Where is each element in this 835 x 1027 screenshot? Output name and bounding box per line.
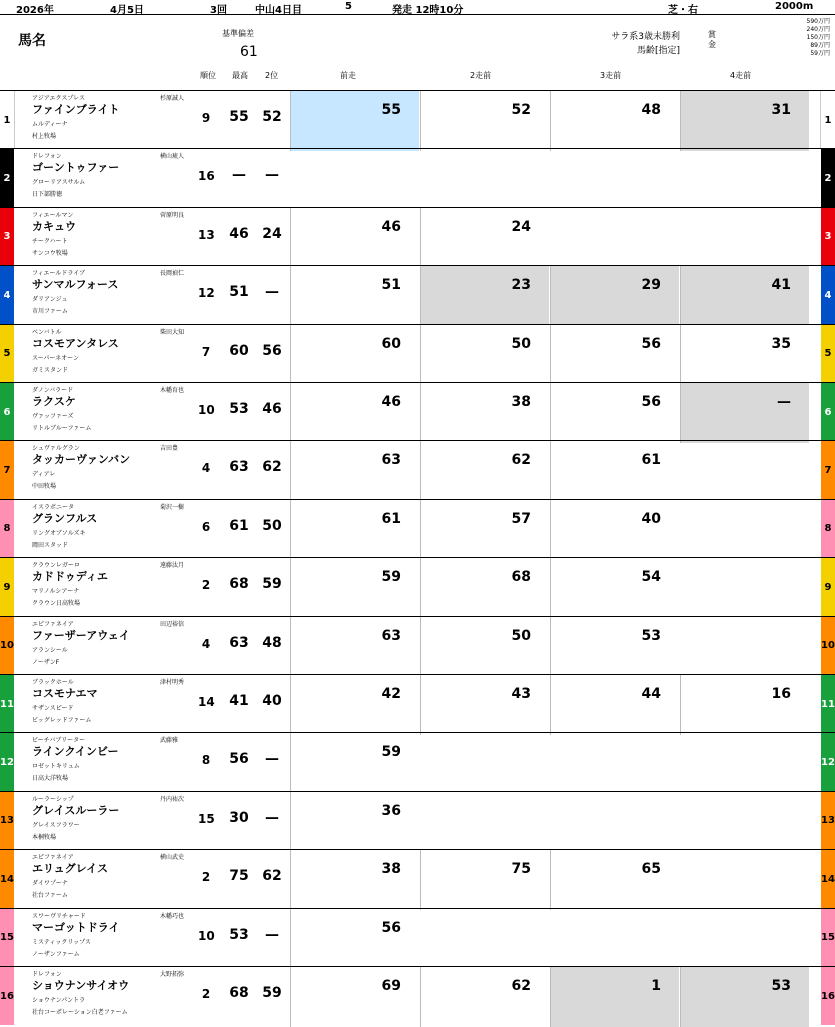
horse-number-right: 16 [821,967,835,1025]
horse-row[interactable] [0,791,835,850]
dam: スーパーネオーン [32,354,79,362]
race-label: 馬名 [18,33,46,49]
past-race-3 [550,91,679,151]
horse-name: サンマルフォース [32,278,119,292]
horse-row[interactable] [0,90,835,149]
col-prev2: 2走前 [470,71,492,80]
rank-order: 9 [201,111,211,125]
col-prev3: 3走前 [600,71,622,80]
rank-order: 6 [201,519,211,534]
prize-3: 150万円 [806,34,830,41]
owner: ノーザンF [32,658,60,666]
jockey: 横山武史 [160,854,185,862]
rank-order: 8 [201,753,211,768]
dam: ディアレ [32,471,56,479]
horse-name: マーゴットドライ [32,920,120,934]
rank-order: 4 [201,636,211,651]
base-label: 基準偏差 [222,29,254,38]
past-race-1 [290,208,419,268]
past-race-3 [550,383,679,443]
past-race-index: 68 [511,569,531,586]
horse-number-right: 4 [821,266,835,324]
past-race-index: 65 [641,861,661,878]
past-race-2 [420,208,549,268]
jockey: 丹内祐次 [160,795,185,803]
sire: ビーチバブリーター [32,737,86,745]
best-index: 60 [229,342,249,359]
sire: エピファネイア [32,854,74,862]
horse-row[interactable] [0,732,835,791]
past-race-index: 62 [511,452,531,469]
past-race-index: 16 [771,686,791,702]
horse-number-right: 12 [821,733,835,791]
past-race-index: — [777,394,791,410]
date: 4月5日 [110,5,144,16]
owner: リトルブルーファーム [32,425,92,432]
jockey: 田辺裕信 [160,620,185,628]
rank-order: 12 [198,286,215,301]
past-race-3 [550,850,679,910]
past-race-index: 61 [381,510,401,527]
horse-number-left: 13 [0,792,14,850]
sire: ダノンバラード [32,387,74,394]
horse-number-left: 15 [0,909,14,967]
dam: マリノルシアーナ [32,588,80,596]
past-race-index: 48 [641,102,661,118]
col-best: 最高 [232,71,248,80]
horse-row[interactable] [0,849,835,908]
horse-number-left: 12 [0,733,14,791]
past-race-2 [420,617,549,677]
best-index: 63 [229,634,249,651]
best-index: 51 [229,284,249,301]
past-race-1 [290,383,419,443]
best-index: 46 [229,225,249,242]
jockey: 大野拓弥 [160,971,185,978]
past-race-1 [290,850,419,910]
horse-number-right: 14 [821,850,835,908]
jockey: 菊沢一樹 [160,503,185,511]
dam: ダリアンジュ [32,296,68,304]
jockey: 菅原明良 [160,211,185,219]
past-race-index: 36 [381,802,401,819]
sire: フィエールマン [32,211,74,219]
horse-row[interactable] [0,557,835,616]
dam: ミスティックリップス [32,938,91,946]
horse-number-left: 11 [0,675,14,733]
past-race-3 [550,675,679,735]
dam: ムルディーナ [32,121,68,128]
past-race-1 [290,325,419,385]
round: 3回 [210,5,227,16]
best-index: 68 [229,576,249,593]
rank-order: 2 [201,870,211,885]
jockey: 長岡禎仁 [160,270,185,278]
past-race-index: 1 [651,978,661,994]
base-value: 61 [240,44,258,60]
past-race-index: 29 [641,277,661,294]
second-index: 59 [262,576,282,593]
owner: 本桐牧場 [32,833,57,841]
past-race-index: 42 [381,686,401,702]
owner: 岡田スタッド [32,541,69,549]
second-index: 56 [262,342,282,359]
owner: ビッグレッドファーム [32,717,92,724]
past-race-index: 50 [511,627,531,644]
past-race-1 [290,617,419,677]
prize-label: 賞金 [708,30,716,49]
prize-list [735,18,830,58]
horse-number-left: 3 [0,208,14,266]
dam: グローリアスサルム [32,179,86,187]
horse-row[interactable] [0,440,835,499]
horse-number-left: 9 [0,558,14,616]
past-race-index: 53 [771,978,791,994]
past-race-index: 60 [381,335,401,352]
second-index: 52 [262,109,282,125]
past-race-index: 44 [641,686,661,702]
rank-order: 16 [198,169,215,184]
horse-name: カドドゥディエ [32,570,108,584]
dam: チークハート [32,237,68,245]
past-race-3 [550,617,679,677]
horse-number-right: 6 [821,383,835,441]
past-race-2 [420,91,549,151]
horse-number-left: 16 [0,967,14,1025]
horse-name: ファーザーアウェイ [32,628,130,642]
horse-number-right: 3 [821,208,835,266]
past-race-index: 57 [511,510,531,527]
race-number: 5 [345,1,352,12]
past-race-index: 41 [771,277,791,294]
horse-name: ラクスケ [32,395,76,408]
best-index: 56 [229,751,249,768]
owner: 村上牧場 [32,133,57,140]
rank-order: 10 [198,403,215,417]
past-race-4 [680,383,809,443]
past-race-3 [550,325,679,385]
best-index: 30 [229,809,249,826]
past-race-index: 46 [381,218,401,235]
horse-number-right: 1 [820,91,835,149]
prize-5: 59万円 [810,50,830,57]
owner: ノーザンファーム [32,950,80,958]
horse-number-right: 9 [821,558,835,616]
past-race-index: 55 [381,102,401,118]
second-index: 50 [262,517,282,534]
race-conditions [520,30,680,58]
owner: 日高大洋牧場 [32,775,69,783]
year: 2026年 [16,5,54,16]
horse-name: ゴーントゥファー [32,161,120,175]
sire: ドレフォン [32,971,62,978]
past-race-index: 56 [381,919,401,936]
horse-row[interactable] [0,148,835,207]
dam: ロゼットキリュム [32,763,80,771]
horse-row[interactable] [0,207,835,266]
past-race-index: 35 [771,335,791,352]
horse-number-left: 8 [0,500,14,558]
rank-order: 15 [198,811,215,826]
second-index: 46 [262,401,282,417]
jockey: 柴田大知 [160,328,185,336]
past-race-index: 63 [381,452,401,469]
horse-number-right: 10 [821,617,835,675]
horse-number-left: 14 [0,850,14,908]
past-race-index: 46 [381,394,401,410]
past-race-1 [290,675,419,735]
horse-number-right: 15 [821,909,835,967]
horse-row[interactable] [0,382,835,441]
dam: リングオブソルズキ [32,529,86,537]
horse-name: タッカーヴァンバン [32,453,131,467]
past-race-index: 31 [771,102,791,118]
jockey: 杉原誠人 [160,95,185,102]
past-race-index: 40 [641,510,661,527]
start-time: 発走 12時10分 [392,5,464,16]
jockey: 横山琉人 [160,153,185,161]
rank-order: 2 [201,578,211,593]
horse-number-left: 2 [0,149,14,207]
best-index: 63 [229,459,249,476]
owner: ガミスタンド [32,366,69,374]
past-race-index: 50 [511,335,531,352]
dam: ダイワプーナ [32,880,68,888]
second-index: — [265,284,279,301]
race-title-bar [0,0,835,15]
best-index: 53 [229,401,249,417]
past-race-index: 56 [641,335,661,352]
past-race-2 [420,850,549,910]
best-index: 41 [229,693,249,709]
horse-number-left: 10 [0,617,14,675]
past-race-3 [550,500,679,560]
past-race-1 [290,967,419,1027]
past-race-3 [550,441,679,501]
past-race-2 [420,500,549,560]
best-index: 75 [229,868,249,885]
best-index: — [232,167,246,184]
past-race-index: 51 [381,277,401,294]
best-index: 61 [229,517,249,534]
horse-number-left: 7 [0,441,14,499]
sire: ブラックホール [32,679,74,686]
horse-name: グレイスルーラー [32,803,120,817]
class-label: サラ系3歳未勝利 [611,32,680,42]
past-race-index: 54 [641,569,661,586]
past-race-index: 69 [381,978,401,994]
second-index: 24 [262,225,282,242]
sire: クラウンレガーロ [32,562,80,570]
past-race-index: 38 [511,394,531,410]
horse-name: エリュグレイス [32,862,109,876]
past-race-2 [420,325,549,385]
horse-name: カキュウ [32,219,76,233]
owner: 社台コーポレーション白老ファーム [32,1009,128,1016]
col-rank: 順位 [200,71,216,80]
past-race-4 [680,91,809,151]
owner: 社台ファーム [32,892,68,900]
best-index: 55 [229,109,249,125]
owner: サンコウ牧場 [32,249,68,257]
rank-order: 2 [201,987,211,1001]
past-race-index: 63 [381,627,401,644]
past-race-2 [420,675,549,735]
horse-row[interactable] [0,674,835,733]
rank-order: 7 [201,344,211,359]
jockey: 木幡育也 [160,387,185,394]
past-race-4 [680,266,809,326]
past-race-index: 59 [381,569,401,586]
dam: ヴァッファーズ [32,413,74,420]
past-race-1 [290,266,419,326]
second-index: 40 [262,693,282,709]
past-race-3 [550,266,679,326]
horse-number-left: 1 [0,91,15,149]
past-race-1 [290,91,419,151]
horse-number-left: 4 [0,266,14,324]
race-header [0,0,835,90]
past-race-index: 23 [511,277,531,294]
horse-name: コスモアンタレス [32,336,119,350]
horse-name: ファインブライト [32,103,120,116]
horse-number-right: 8 [821,500,835,558]
second-index: 48 [262,634,282,651]
horse-number-right: 5 [821,325,835,383]
past-race-2 [420,383,549,443]
past-race-index: 62 [511,978,531,994]
past-race-1 [290,558,419,618]
rank-order: 14 [198,695,215,709]
dam: アランシール [32,646,68,654]
horse-name: グランフルス [32,511,98,525]
sire: イスラボニータ [32,503,74,511]
past-race-4 [680,325,809,385]
sire: エピファネイア [32,620,74,628]
past-race-index: 75 [511,861,531,878]
horse-row[interactable] [0,324,835,383]
second-index: 62 [262,868,282,885]
col-prev4: 4走前 [730,71,752,80]
past-race-index: 56 [641,394,661,410]
sire: ルーラーシップ [32,795,74,803]
owner: クラウン日高牧場 [32,600,81,608]
past-race-index: 53 [641,627,661,644]
horse-number-right: 13 [821,792,835,850]
jockey: 吉田豊 [160,445,179,453]
past-race-2 [420,441,549,501]
second-index: — [265,751,279,768]
horse-row[interactable] [0,499,835,558]
horse-number-left: 6 [0,383,14,441]
past-race-1 [290,792,419,852]
past-race-3 [550,967,679,1027]
horse-number-left: 5 [0,325,14,383]
past-race-index: 61 [641,452,661,469]
horse-row[interactable] [0,265,835,324]
sire: アジアエクスプレス [32,95,85,102]
dam: グレイスフラワー [32,821,80,829]
past-race-1 [290,441,419,501]
dam: ショウナンパントラ [32,997,86,1004]
prize-1: 590万円 [806,18,830,25]
horse-row[interactable] [0,616,835,675]
jockey: 武藤雅 [160,737,179,745]
surface: 芝・右 [668,5,698,16]
past-race-index: 43 [511,686,531,702]
second-index: 62 [262,459,282,476]
weight-label: 馬齢[指定] [636,46,680,56]
rank-order: 10 [198,928,215,943]
distance: 2000m [775,1,814,12]
sire: ドレフォン [32,153,62,161]
dam: サザンスピード [32,705,74,712]
prize-4: 89万円 [810,42,830,49]
past-race-index: 38 [381,861,401,878]
horse-number-right: 7 [821,441,835,499]
second-index: — [265,926,279,943]
sire: シュヴァルグラン [32,445,80,453]
prize-2: 240万円 [806,26,830,33]
horse-number-right: 2 [821,149,835,207]
past-race-4 [680,675,809,735]
past-race-3 [550,558,679,618]
sire: スワーヴリチャード [32,912,86,920]
past-race-2 [420,967,549,1027]
horse-name: ラインクインビー [32,745,119,759]
second-index: 59 [262,985,282,1001]
col-prev1: 前走 [340,71,356,80]
past-race-1 [290,500,419,560]
horse-name: コスモナエマ [32,687,98,700]
horse-number-right: 11 [821,675,835,733]
jockey: 遠藤汰月 [160,562,185,570]
jockey: 木幡巧也 [160,912,185,920]
past-race-4 [680,967,809,1027]
second-index: — [265,809,279,826]
past-race-index: 24 [511,218,531,235]
owner: 市川ファーム [32,308,68,316]
past-race-2 [420,266,549,326]
rank-order: 4 [201,461,211,476]
sire: ベンバトル [32,328,62,336]
horse-row[interactable] [0,908,835,967]
owner: 中田牧場 [32,483,57,491]
past-race-index: 52 [511,102,531,118]
horse-name: ショウナンサイオウ [32,979,130,992]
venue-day: 中山4日目 [255,5,302,16]
past-race-2 [420,558,549,618]
col-second: 2位 [265,71,279,80]
past-race-1 [290,909,419,969]
best-index: 68 [229,985,249,1001]
jockey: 津村明秀 [160,679,185,686]
best-index: 53 [229,926,249,943]
sire: フィエールドライブ [32,270,86,278]
past-race-1 [290,733,419,793]
rank-order: 13 [198,227,215,242]
horse-row[interactable] [0,966,835,1025]
owner: 日下部勝徳 [32,191,63,199]
past-race-index: 59 [381,744,401,761]
second-index: — [265,167,279,184]
